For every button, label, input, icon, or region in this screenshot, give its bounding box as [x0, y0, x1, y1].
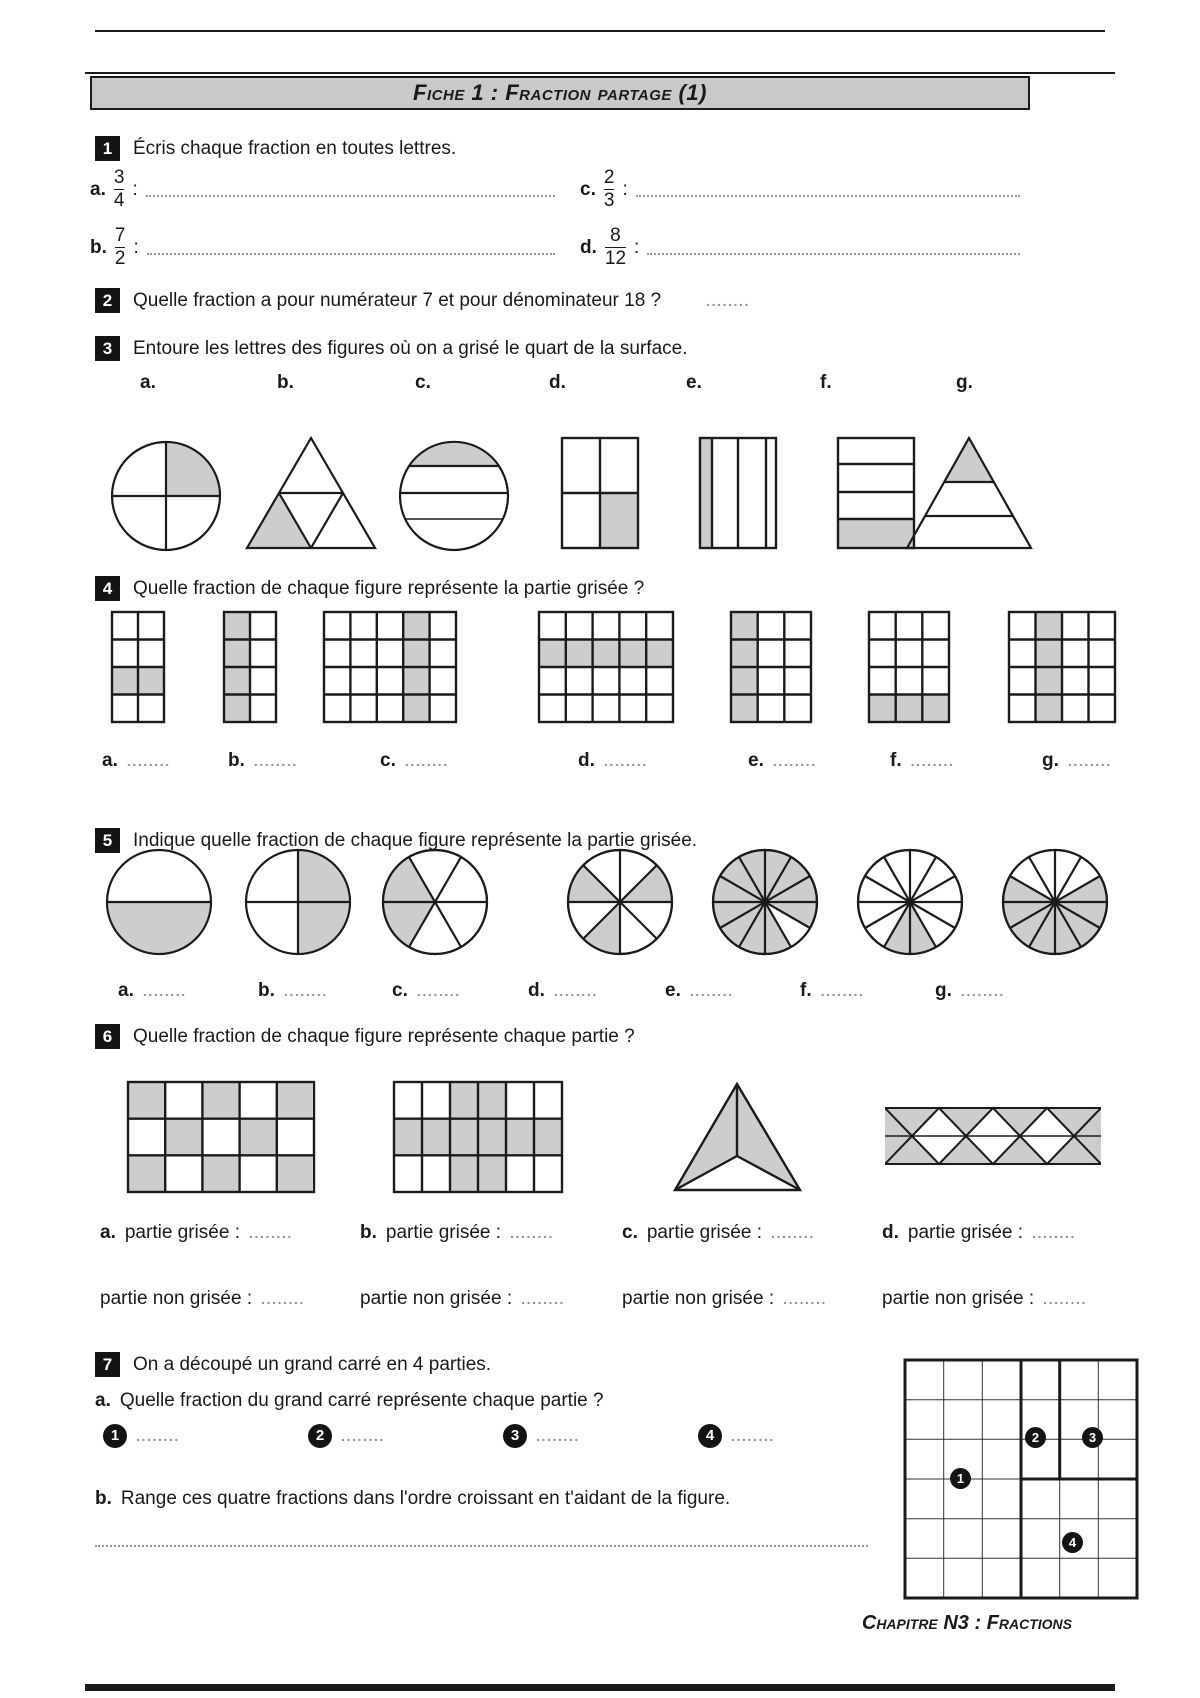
label: g. — [1042, 750, 1059, 771]
label: d. — [528, 980, 545, 1001]
ex2-title: Quelle fraction a pour numérateur 7 et pour dénominateur 18 ? — [133, 289, 662, 311]
part-3-circle: 3 — [503, 1424, 527, 1448]
ex3-label-g: g. — [956, 372, 973, 393]
ex4-answer-d — [578, 750, 648, 772]
ex7-answer-line — [95, 1532, 868, 1547]
label: c. — [392, 980, 408, 1001]
ex4-answer-f — [890, 750, 955, 772]
ex1-item-b-answer-line — [147, 240, 555, 255]
dots: ........ — [521, 1291, 566, 1307]
ex6-answer-grisee-a — [100, 1222, 293, 1244]
ex3-title: Entoure les lettres des figures où on a grisé le quart de la surface. — [133, 337, 688, 359]
part-4-circle: 4 — [698, 1424, 722, 1448]
ex4-figure-b — [222, 610, 278, 724]
label: a. — [102, 750, 118, 771]
numerator: 3 — [113, 167, 125, 188]
ex5-answer-f — [800, 980, 865, 1002]
numerator: 2 — [603, 167, 615, 188]
ex6-answer-non-grisee-a — [100, 1288, 305, 1310]
label: b. — [95, 1488, 112, 1509]
ex5-answer-d — [528, 980, 598, 1002]
label: a. — [118, 980, 134, 1001]
dots: ........ — [1032, 1225, 1076, 1241]
ex3-figure-e — [698, 436, 778, 550]
ex4-figure-d — [537, 610, 675, 724]
ex5-answer-a — [118, 980, 187, 1002]
dots: ........ — [1067, 753, 1112, 769]
ex3-figure-g — [903, 434, 1035, 554]
chapter-footer: Chapitre N3 : Fractions — [861, 1612, 1072, 1634]
ex7-question-b — [95, 1488, 730, 1510]
ex4-figure-a — [110, 610, 166, 724]
label: c. — [622, 1222, 638, 1243]
dots: ........ — [341, 1428, 385, 1444]
ex1-header — [95, 136, 456, 161]
ex4-answer-a — [102, 750, 171, 772]
dots: ........ — [689, 983, 734, 999]
ex7-part-answer-3 — [503, 1424, 580, 1448]
ex5-figure-d — [565, 847, 675, 957]
ex1-item-a — [90, 168, 555, 211]
ex3-header — [95, 336, 687, 361]
ex3-label-e: e. — [686, 372, 702, 393]
ex1-item-b-fraction — [115, 226, 126, 269]
ex4-figure-e — [729, 610, 813, 724]
ex6-header — [95, 1024, 635, 1049]
ex7-question-a-text: Quelle fraction du grand carré représente chaque partie ? — [119, 1390, 604, 1411]
ex7-part-answer-4 — [698, 1424, 775, 1448]
label: a. — [95, 1390, 111, 1411]
ex5-answer-b — [258, 980, 328, 1002]
ex4-number-badge: 4 — [95, 576, 120, 601]
ex1-item-b-label: b. — [90, 236, 107, 258]
label: e. — [665, 980, 681, 1001]
colon: : — [634, 236, 640, 258]
ex4-answer-e — [748, 750, 817, 772]
numerator: 7 — [114, 225, 126, 246]
ex5-figure-e — [710, 847, 820, 957]
dots: ........ — [416, 983, 461, 999]
ex4-figure-f — [867, 610, 951, 724]
ex3-label-c: c. — [415, 372, 431, 393]
dots: ........ — [126, 753, 171, 769]
ex7-part-answer-1 — [103, 1424, 180, 1448]
label: c. — [380, 750, 396, 771]
ex4-figure-g — [1007, 610, 1117, 724]
dots: ........ — [731, 1428, 775, 1444]
ex1-item-a-answer-line — [146, 182, 555, 197]
denominator: 3 — [603, 190, 615, 211]
numerator: 8 — [610, 225, 621, 246]
dots: ........ — [261, 1291, 306, 1307]
ex6-answer-non-grisee-d — [882, 1288, 1087, 1310]
ex6-answer-grisee-d — [882, 1222, 1076, 1244]
part-1-circle: 1 — [103, 1424, 127, 1448]
ex1-item-a-label: a. — [90, 178, 106, 200]
ex6-number-badge: 6 — [95, 1024, 120, 1049]
dots: ........ — [783, 1291, 828, 1307]
dots: ........ — [603, 753, 648, 769]
ex6-figure-d — [885, 1106, 1101, 1166]
header-top-rule — [85, 72, 1115, 74]
ex7-figure-part-4: 4 — [1062, 1532, 1083, 1553]
ex5-answer-c — [392, 980, 461, 1002]
dots: ........ — [770, 1225, 815, 1241]
ex1-item-c — [580, 168, 1020, 211]
dots: ........ — [536, 1428, 580, 1444]
ex3-label-b: b. — [277, 372, 294, 393]
dots: ........ — [248, 1225, 293, 1241]
label: f. — [800, 980, 812, 1001]
ex5-figure-f — [855, 847, 965, 957]
ex6-title: Quelle fraction de chaque figure représente chaque partie ? — [133, 1025, 635, 1047]
label: d. — [882, 1222, 899, 1243]
ex1-item-c-label: c. — [580, 178, 596, 200]
label: e. — [748, 750, 764, 771]
dots: ........ — [553, 983, 598, 999]
ex3-number-badge: 3 — [95, 336, 120, 361]
ex1-item-b — [90, 226, 555, 269]
top-rule — [95, 30, 1105, 32]
ex7-figure-part-2: 2 — [1025, 1427, 1046, 1448]
dots: ........ — [510, 1225, 554, 1241]
ex5-number-badge: 5 — [95, 828, 120, 853]
ex1-item-a-fraction — [114, 168, 125, 211]
ex3-label-a: a. — [140, 372, 156, 393]
header-bar — [90, 76, 1030, 110]
ex1-item-d-label: d. — [580, 236, 597, 258]
ex7-figure-part-1: 1 — [950, 1468, 971, 1489]
ex3-figure-d — [560, 436, 640, 550]
ex3-label-d: d. — [549, 372, 566, 393]
denominator: 4 — [113, 190, 125, 211]
dots: ........ — [142, 983, 187, 999]
grisee-label: partie grisée : — [646, 1222, 762, 1243]
page-title: Fiche 1 : Fraction partage (1) — [413, 80, 707, 105]
dots: ........ — [136, 1428, 180, 1444]
dots: ........ — [283, 983, 328, 999]
ex7-number-badge: 7 — [95, 1352, 120, 1377]
ex4-answer-g — [1042, 750, 1112, 772]
ex5-figure-c — [380, 847, 490, 957]
label: b. — [258, 980, 275, 1001]
ex7-question-b-text: Range ces quatre fractions dans l'ordre croissant en t'aidant de la figure. — [120, 1488, 731, 1509]
ex6-figure-a — [126, 1080, 316, 1194]
ex2-header — [95, 288, 750, 313]
ex4-figure-c — [322, 610, 458, 724]
grisee-label: partie grisée : — [124, 1222, 240, 1243]
label: b. — [360, 1222, 377, 1243]
grisee-label: partie grisée : — [385, 1222, 502, 1243]
ex7-figure-part-3: 3 — [1082, 1427, 1103, 1448]
ex7-question-a — [95, 1390, 604, 1412]
colon: : — [133, 236, 139, 258]
ex2-answer-dots: ........ — [706, 292, 751, 309]
label: g. — [935, 980, 952, 1001]
dots: ........ — [772, 753, 817, 769]
non-grisee-label: partie non grisée : — [100, 1288, 253, 1309]
non-grisee-label: partie non grisée : — [622, 1288, 775, 1309]
ex7-header — [95, 1352, 491, 1377]
dots: ........ — [404, 753, 449, 769]
dots: ........ — [1043, 1291, 1088, 1307]
non-grisee-label: partie non grisée : — [882, 1288, 1035, 1309]
ex6-answer-non-grisee-b — [360, 1288, 565, 1310]
part-2-circle: 2 — [308, 1424, 332, 1448]
ex1-item-d — [580, 226, 1020, 269]
ex4-title: Quelle fraction de chaque figure représente la partie grisée ? — [133, 577, 645, 599]
dots: ........ — [253, 753, 298, 769]
ex1-item-c-answer-line — [636, 182, 1020, 197]
grisee-label: partie grisée : — [907, 1222, 1024, 1243]
label: f. — [890, 750, 902, 771]
non-grisee-label: partie non grisée : — [360, 1288, 513, 1309]
ex6-figure-c — [670, 1080, 806, 1196]
ex5-answer-e — [665, 980, 734, 1002]
ex6-answer-non-grisee-c — [622, 1288, 827, 1310]
label: b. — [228, 750, 245, 771]
ex7-part-answer-2 — [308, 1424, 385, 1448]
ex7-intro: On a découpé un grand carré en 4 parties. — [133, 1353, 492, 1375]
ex3-label-f: f. — [820, 372, 832, 393]
ex4-answer-c — [380, 750, 449, 772]
dots: ........ — [820, 983, 865, 999]
denominator: 12 — [604, 248, 627, 269]
ex5-figure-g — [1000, 847, 1110, 957]
dots: ........ — [910, 753, 955, 769]
ex5-figure-a — [104, 847, 214, 957]
ex5-figure-b — [243, 847, 353, 957]
denominator: 2 — [114, 248, 126, 269]
ex4-header — [95, 576, 644, 601]
ex6-figure-b — [392, 1080, 564, 1194]
ex1-number-badge: 1 — [95, 136, 120, 161]
ex5-answer-g — [935, 980, 1005, 1002]
ex6-answer-grisee-c — [622, 1222, 815, 1244]
colon: : — [622, 178, 628, 200]
ex7-figure — [903, 1358, 1141, 1602]
ex5-title: Indique quelle fraction de chaque figure représente la partie grisée. — [133, 829, 698, 851]
ex3-figure-b — [243, 434, 379, 554]
dots: ........ — [960, 983, 1005, 999]
ex4-answer-b — [228, 750, 298, 772]
ex3-figure-c — [398, 438, 510, 554]
ex1-item-c-fraction — [604, 168, 615, 211]
label: a. — [100, 1222, 116, 1243]
bottom-rule — [85, 1684, 1115, 1691]
ex1-item-d-answer-line — [647, 240, 1020, 255]
ex1-item-d-fraction — [605, 226, 626, 269]
ex6-answer-grisee-b — [360, 1222, 554, 1244]
ex2-number-badge: 2 — [95, 288, 120, 313]
ex1-title: Écris chaque fraction en toutes lettres. — [133, 137, 457, 159]
label: d. — [578, 750, 595, 771]
ex3-figure-a — [110, 438, 222, 554]
colon: : — [132, 178, 138, 200]
